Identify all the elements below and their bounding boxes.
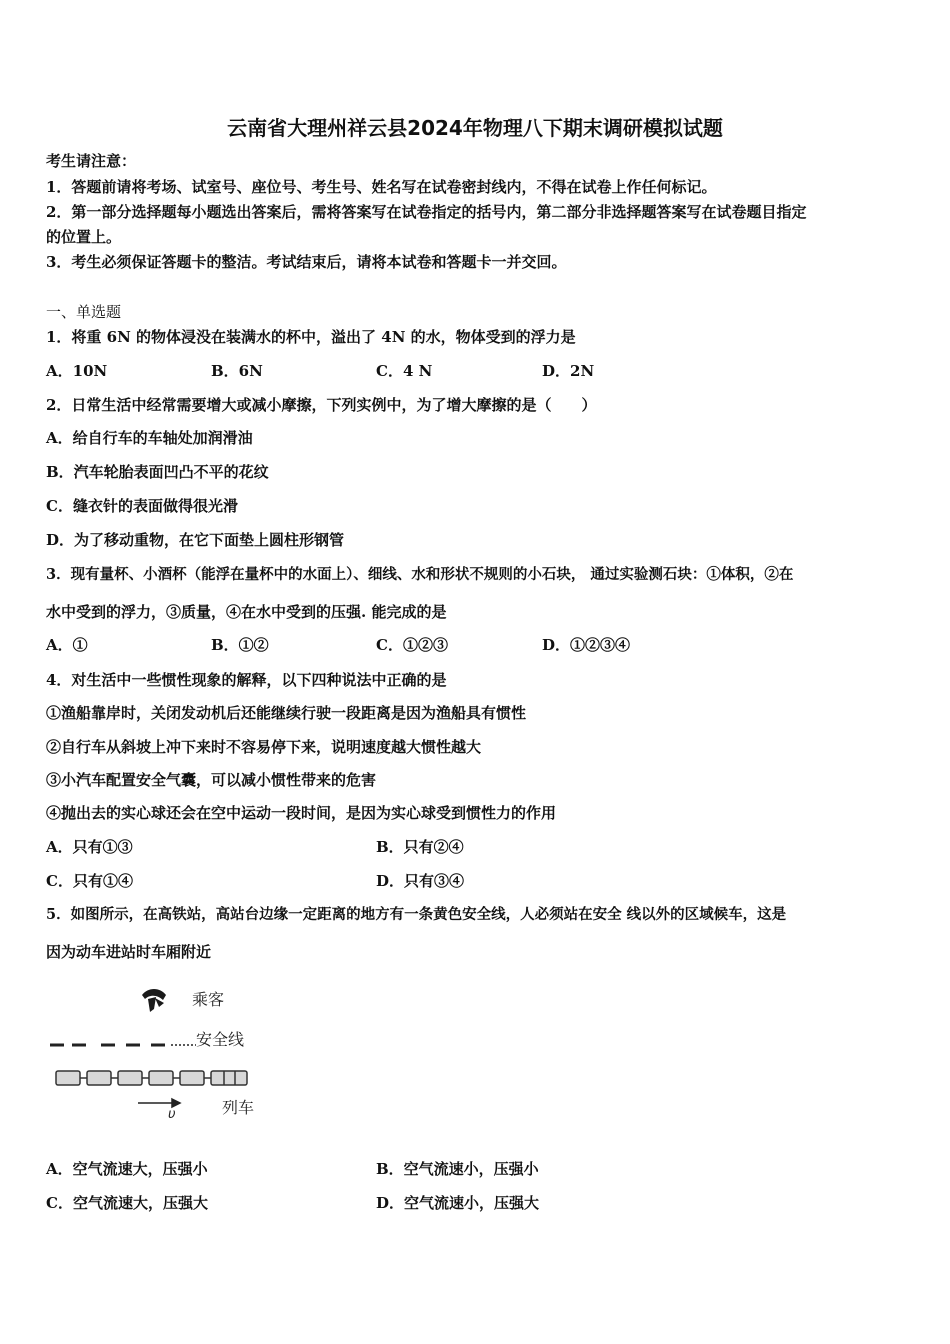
section-heading: 一、单选题 [46, 303, 122, 321]
q4-statement-4: ④抛出去的实心球还会在空中运动一段时间，是因为实心球受到惯性力的作用 [46, 804, 557, 822]
q3-stem-line2: 水中受到的浮力，③质量，④在水中受到的压强. 能完成的是 [46, 603, 447, 621]
train-label: 列车 [222, 1098, 255, 1117]
q4-stem: 4．对生活中一些惯性现象的解释，以下四种说法中正确的是 [46, 671, 447, 689]
velocity-arrow-icon [138, 1099, 180, 1107]
q5-stem-line2: 因为动车进站时车厢附近 [46, 943, 212, 961]
passenger-label: 乘客 [192, 990, 225, 1009]
notice-heading: 考生请注意： [46, 152, 137, 170]
q1-option-c: C．4 N [376, 362, 433, 380]
q4-statement-3: ③小汽车配置安全气囊，可以减小惯性带来的危害 [46, 771, 377, 789]
notice-item-2: 2．第一部分选择题每小题选出答案后，需将答案写在试卷指定的括号内，第二部分非选择题答案写在试卷题目指定 [46, 203, 807, 221]
q2-stem: 2．日常生活中经常需要增大或减小摩擦，下列实例中，为了增大摩擦的是（ ） [46, 396, 597, 414]
q1-option-a: A．10N [46, 362, 108, 380]
q5-option-a: A．空气流速大，压强小 [46, 1160, 208, 1178]
q1-option-d: D．2N [542, 362, 595, 380]
q5-option-b: B．空气流速小，压强小 [376, 1160, 539, 1178]
q2-option-b: B．汽车轮胎表面凹凸不平的花纹 [46, 463, 269, 481]
q3-option-d: D．①②③④ [542, 636, 631, 654]
q3-option-c: C．①②③ [376, 636, 448, 654]
q4-option-c: C．只有①④ [46, 872, 133, 890]
page-title: 云南省大理州祥云县2024年物理八下期末调研模拟试题 [227, 116, 723, 140]
notice-item-2-cont: 的位置上。 [46, 228, 122, 246]
q2-option-d: D．为了移动重物，在它下面垫上圆柱形钢管 [46, 531, 345, 549]
q5-stem-line1: 5．如图所示，在高铁站，高站台边缘一定距离的地方有一条黄色安全线，人必须站在安全 线以外的区域候车，这是 [46, 906, 787, 923]
q2-option-c: C．缝衣针的表面做得很光滑 [46, 497, 238, 515]
q4-statement-2: ②自行车从斜坡上冲下来时不容易停下来，说明速度越大惯性越大 [46, 738, 482, 756]
safety-line-label: 安全线 [196, 1030, 245, 1049]
q4-option-a: A．只有①③ [46, 838, 133, 856]
notice-item-3: 3．考生必须保证答题卡的整洁。考试结束后，请将本试卷和答题卡一并交回。 [46, 253, 567, 271]
q3-stem-line1: 3．现有量杯、小酒杯（能浮在量杯中的水面上）、细线、水和形状不规则的小石块， 通过实验测石块：①体积，②在 [46, 566, 794, 583]
q4-option-b: B．只有②④ [376, 838, 464, 856]
q4-statement-1: ①渔船靠岸时，关闭发动机后还能继续行驶一段距离是因为渔船具有惯性 [46, 704, 527, 722]
q3-option-a: A．① [46, 636, 88, 654]
q1-option-b: B．6N [211, 362, 263, 380]
velocity-symbol: υ [168, 1107, 176, 1122]
q5-figure [46, 985, 276, 1125]
q3-option-b: B．①② [211, 636, 269, 654]
passenger-icon [142, 989, 166, 1012]
q2-option-a: A．给自行车的车轴处加润滑油 [46, 429, 253, 447]
q1-stem: 1．将重 6N 的物体浸没在装满水的杯中，溢出了 4N 的水，物体受到的浮力是 [46, 328, 576, 346]
q5-option-c: C．空气流速大，压强大 [46, 1194, 208, 1212]
q4-option-d: D．只有③④ [376, 872, 465, 890]
notice-item-1: 1．答题前请将考场、试室号、座位号、考生号、姓名写在试卷密封线内，不得在试卷上作任何标记。 [46, 178, 717, 196]
q5-option-d: D．空气流速小，压强大 [376, 1194, 540, 1212]
train [56, 1071, 247, 1085]
